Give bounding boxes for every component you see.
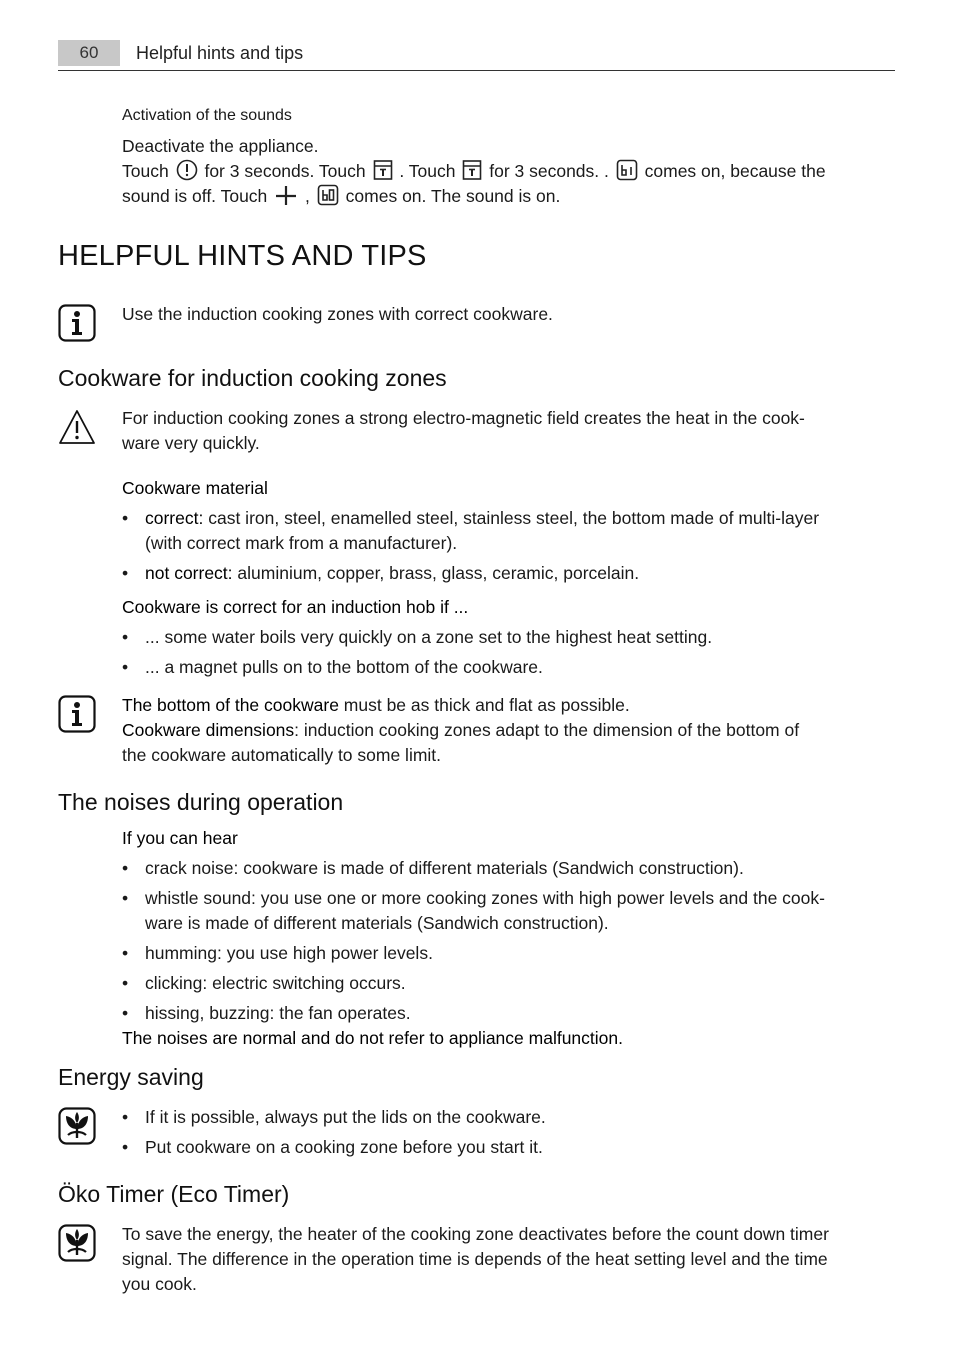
heading-energy: Energy saving bbox=[58, 1064, 204, 1090]
key-lock-icon bbox=[462, 159, 482, 181]
noises-intro: If you can hear bbox=[122, 828, 238, 848]
bullet-dot: • bbox=[122, 973, 129, 993]
not-correct-line: not correct: aluminium, copper, brass, glass, ceramic, porcelain. bbox=[145, 563, 640, 583]
warning-line-2: ware very quickly. bbox=[122, 433, 260, 453]
heading-noises: The noises during operation bbox=[58, 789, 344, 815]
correct-if-label: Cookware is correct for an induction hob if ... bbox=[122, 597, 469, 617]
page-header bbox=[58, 38, 895, 71]
main-title: HELPFUL HINTS AND TIPS bbox=[58, 240, 427, 272]
bullet-dot: • bbox=[122, 657, 129, 677]
key-lock-icon bbox=[373, 159, 393, 181]
eco-line-1: To save the energy, the heater of the cooking zone deactivates before the count down timer bbox=[122, 1224, 829, 1244]
bullet-dot: • bbox=[122, 627, 129, 647]
bullet-dot: • bbox=[122, 1003, 129, 1023]
plus-icon bbox=[274, 184, 298, 206]
header-title: Helpful hints and tips bbox=[136, 43, 304, 63]
info-icon bbox=[58, 304, 96, 342]
list-item: ... a magnet pulls on to the bottom of the cookware. bbox=[145, 657, 543, 677]
sounds-line-3: sound is off. Touch , comes on. The sound is on. bbox=[122, 186, 561, 206]
bullet-dot: • bbox=[122, 563, 129, 583]
sounds-line-1: Deactivate the appliance. bbox=[122, 136, 319, 156]
heading-eco-timer: Öko Timer (Eco Timer) bbox=[58, 1181, 290, 1207]
eco-line-2: signal. The difference in the operation time is depends of the heat setting level and the time bbox=[122, 1249, 828, 1269]
clock-icon bbox=[176, 159, 198, 181]
bullet-dot: • bbox=[122, 858, 129, 878]
eco-line-3: you cook. bbox=[122, 1274, 197, 1294]
heading-cookware: Cookware for induction cooking zones bbox=[58, 365, 447, 391]
bullet-dot: • bbox=[122, 1137, 129, 1157]
list-item: humming: you use high power levels. bbox=[145, 943, 433, 963]
sounds-line-2: Touch for 3 seconds. Touch . Touch for 3 seconds. . comes on, because the bbox=[122, 161, 826, 181]
list-item: Put cookware on a cooking zone before you start it. bbox=[145, 1137, 543, 1157]
info-bottom-line: The bottom of the cookware must be as thick and flat as possible. bbox=[122, 695, 630, 715]
info-dimensions-line-1: Cookware dimensions: induction cooking zones adapt to the dimension of the bottom of bbox=[122, 720, 800, 740]
cookware-material-label: Cookware material bbox=[122, 478, 268, 498]
list-item: hissing, buzzing: the fan operates. bbox=[145, 1003, 411, 1023]
correct-line-1: correct: cast iron, steel, enamelled steel, stainless steel, the bottom made of multi-layer bbox=[145, 508, 820, 528]
warning-line-1: For induction cooking zones a strong electro-magnetic field creates the heat in the cook- bbox=[122, 408, 805, 428]
eco-leaf-icon bbox=[58, 1224, 96, 1262]
page-number: 60 bbox=[58, 40, 120, 66]
list-item: clicking: electric switching occurs. bbox=[145, 973, 406, 993]
correct-line-2: (with correct mark from a manufacturer). bbox=[145, 533, 458, 553]
sounds-subtitle: Activation of the sounds bbox=[122, 107, 292, 124]
bullet-dot: • bbox=[122, 508, 129, 528]
display-off-icon bbox=[616, 159, 638, 181]
noises-outro: The noises are normal and do not refer to appliance malfunction. bbox=[122, 1028, 623, 1048]
bullet-dot: • bbox=[122, 943, 129, 963]
list-item: whistle sound: you use one or more cooking zones with high power levels and the cook- bbox=[145, 888, 825, 908]
info-icon bbox=[58, 695, 96, 733]
bullet-dot: • bbox=[122, 888, 129, 908]
info-dimensions-line-2: the cookware automatically to some limit. bbox=[122, 745, 442, 765]
list-item-continued: ware is made of different materials (Sandwich construction). bbox=[145, 913, 609, 933]
warning-icon bbox=[58, 409, 96, 445]
display-on-icon bbox=[317, 184, 339, 206]
info-correct-cookware: Use the induction cooking zones with correct cookware. bbox=[122, 304, 553, 324]
list-item: ... some water boils very quickly on a zone set to the highest heat setting. bbox=[145, 627, 713, 647]
list-item: crack noise: cookware is made of different materials (Sandwich construction). bbox=[145, 858, 744, 878]
list-item: If it is possible, always put the lids on the cookware. bbox=[145, 1107, 546, 1127]
bullet-dot: • bbox=[122, 1107, 129, 1127]
eco-leaf-icon bbox=[58, 1107, 96, 1145]
